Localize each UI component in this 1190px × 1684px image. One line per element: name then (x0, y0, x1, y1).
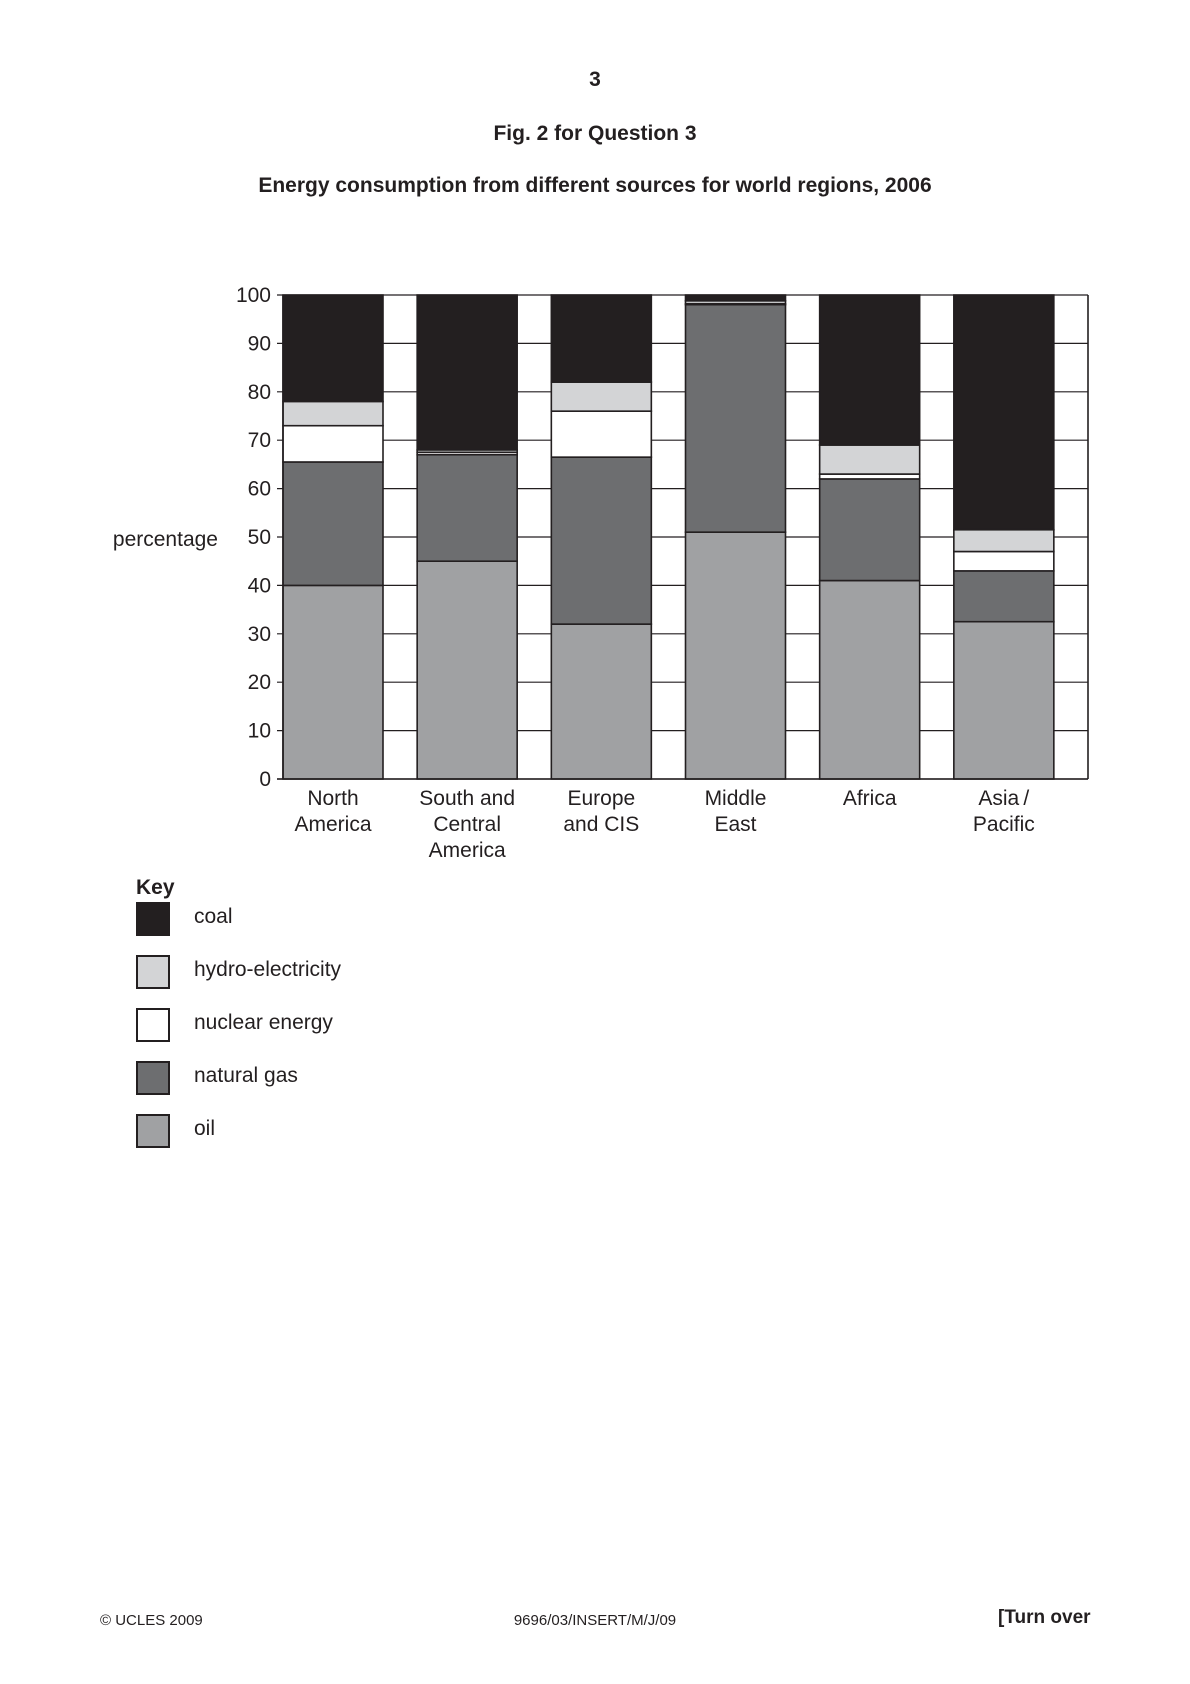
bar-segment-hydro-electricity-0 (283, 401, 383, 425)
bar-segment-nuclear-energy-2 (551, 411, 651, 457)
footer-copyright: © UCLES 2009 (100, 1612, 203, 1629)
bar-segment-oil-1 (417, 561, 517, 779)
y-axis-label: percentage (112, 528, 218, 551)
x-tick-label-2: Europe and CIS (563, 787, 640, 836)
x-tick-label-1: South and Central America (419, 787, 516, 862)
y-tick-label-30: 30 (247, 622, 271, 646)
y-tick-label-80: 80 (247, 380, 271, 404)
y-tick-label-20: 20 (247, 671, 271, 695)
key-label-hydro-electricity: hydro-electricity (194, 958, 342, 981)
bar-segment-natural-gas-1 (417, 455, 517, 561)
page-number: 3 (589, 68, 601, 91)
bar-segment-oil-4 (820, 581, 920, 779)
bar-segment-natural-gas-0 (283, 462, 383, 585)
x-tick-label-4: Africa (842, 787, 897, 810)
key-heading: Key (136, 876, 175, 899)
key-swatch-natural-gas (136, 1061, 170, 1095)
key-label-nuclear-energy: nuclear energy (194, 1011, 333, 1034)
key-swatch-hydro-electricity (136, 955, 170, 989)
y-tick-label-50: 50 (247, 526, 271, 549)
bar-segment-hydro-electricity-5 (954, 530, 1054, 552)
y-tick-label-40: 40 (247, 574, 271, 598)
bar-segment-natural-gas-2 (551, 457, 651, 624)
figure-caption: Fig. 2 for Question 3 (493, 122, 697, 145)
bar-segment-coal-2 (551, 295, 651, 382)
key-swatch-oil (136, 1114, 170, 1148)
key-swatch-coal (136, 902, 170, 936)
bar-segment-natural-gas-3 (686, 305, 786, 532)
chart-title: Energy consumption from different sources for world regions, 2006 (258, 174, 932, 197)
bar-segment-oil-0 (283, 585, 383, 779)
bar-segment-natural-gas-4 (820, 479, 920, 581)
bar-segment-hydro-electricity-2 (551, 382, 651, 411)
key-label-oil: oil (194, 1117, 216, 1140)
bar-segment-coal-3 (686, 295, 786, 301)
key-swatch-nuclear-energy (136, 1008, 170, 1042)
footer-exam-code: 9696/03/INSERT/M/J/09 (513, 1612, 677, 1629)
bar-segment-oil-2 (551, 624, 651, 779)
bar-segment-hydro-electricity-4 (820, 445, 920, 474)
key-label-coal: coal (194, 905, 233, 928)
bar-segment-natural-gas-5 (954, 571, 1054, 622)
x-tick-label-3: Middle East (704, 787, 767, 836)
y-tick-label-0: 0 (259, 768, 271, 791)
x-tick-label-5: Asia / Pacific (972, 787, 1035, 836)
bar-segment-oil-5 (954, 622, 1054, 779)
bar-segment-nuclear-energy-5 (954, 552, 1054, 571)
bar-segment-nuclear-energy-0 (283, 426, 383, 462)
y-tick-label-70: 70 (247, 429, 271, 453)
y-tick-label-60: 60 (247, 477, 271, 501)
x-tick-label-0: North America (294, 787, 372, 836)
bar-segment-coal-1 (417, 295, 517, 450)
bar-segment-coal-4 (820, 295, 920, 445)
footer-turn-over: [Turn over (998, 1607, 1091, 1628)
key-label-natural-gas: natural gas (194, 1064, 298, 1087)
bar-segment-coal-5 (954, 295, 1054, 530)
y-tick-label-10: 10 (247, 719, 271, 743)
y-tick-label-100: 100 (235, 284, 271, 307)
bar-segment-oil-3 (686, 532, 786, 779)
y-tick-label-90: 90 (247, 332, 271, 356)
bar-segment-coal-0 (283, 295, 383, 401)
